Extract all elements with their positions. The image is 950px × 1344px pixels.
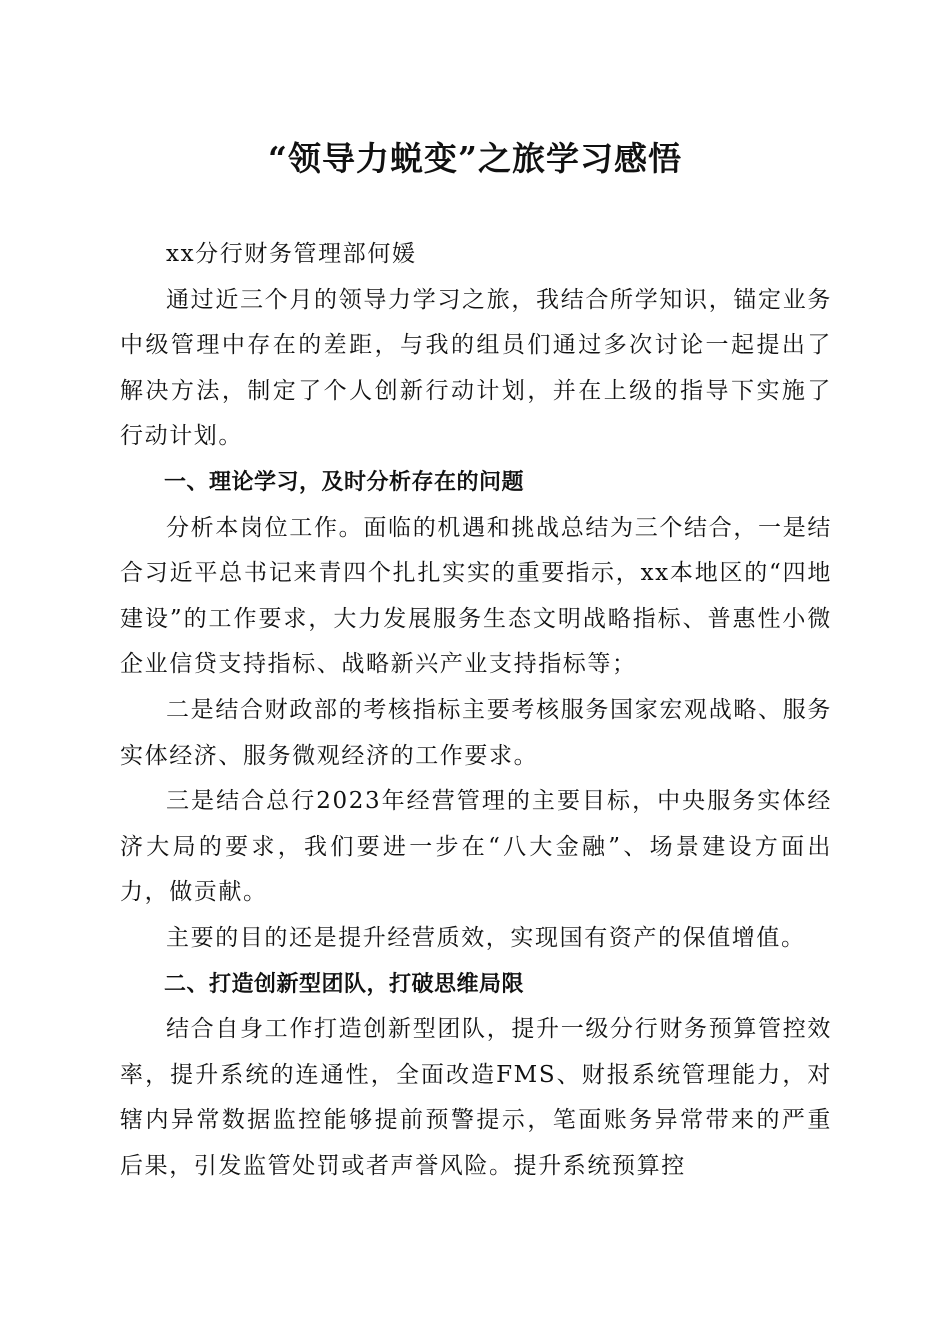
section-1-paragraph: 二是结合财政部的考核指标主要考核服务国家宏观战略、服务实体经济、服务微观经济的工作要求。: [120, 696, 832, 769]
document-body: [120, 232, 832, 1189]
section-1-paragraph: 分析本岗位工作。面临的机遇和挑战总结为三个结合，一是结合习近平总书记来青四个扎扎实实的重要指示，xx本地区的“四地建设”的工作要求，大力发展服务生态文明战略指标、普惠性小微企业信贷支持指标、战略新兴产业支持指标等；: [120, 514, 832, 678]
intro-paragraph: 通过近三个月的领导力学习之旅，我结合所学知识，锚定业务中级管理中存在的差距，与我的组员们通过多次讨论一起提出了解决方法，制定了个人创新行动计划，并在上级的指导下实施了行动计划。: [120, 286, 832, 450]
section-1-heading: 一、理论学习，及时分析存在的问题: [164, 469, 525, 495]
section-2-heading: 二、打造创新型团队，打破思维局限: [164, 971, 525, 997]
section-2-paragraph: 结合自身工作打造创新型团队，提升一级分行财务预算管控效率，提升系统的连通性，全面改造FMS、财报系统管理能力，对辖内异常数据监控能够提前预警提示，笔面账务异常带来的严重后果，引发监管处罚或者声誉风险。提升系统预算控: [120, 1016, 832, 1179]
section-1-paragraph: 主要的目的还是提升经营质效，实现国有资产的保值增值。: [166, 924, 806, 951]
document-title: “领导力蜕变”之旅学习感悟: [268, 139, 682, 178]
section-1-paragraph: 三是结合总行2023年经营管理的主要目标，中央服务实体经济大局的要求，我们要进一步在“八大金融”、场景建设方面出力，做贡献。: [120, 788, 832, 906]
author-line: xx分行财务管理部何媛: [166, 241, 417, 267]
